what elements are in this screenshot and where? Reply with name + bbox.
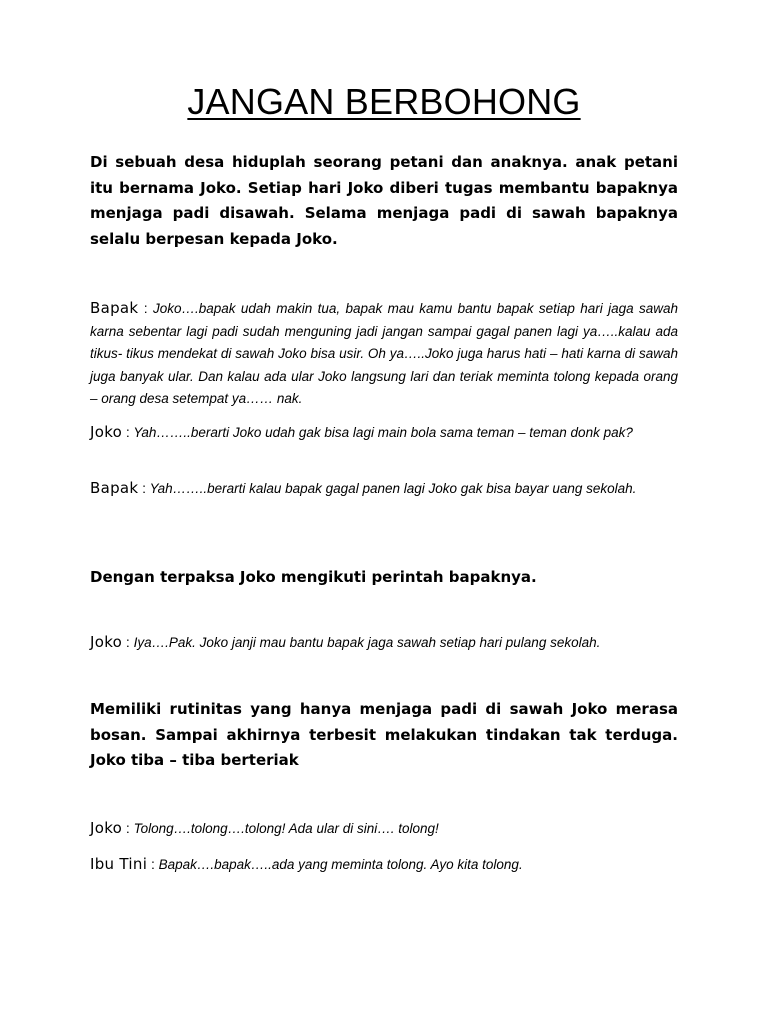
speaker-separator: :	[150, 856, 155, 872]
narrative-paragraph-forced: Dengan terpaksa Joko mengikuti perintah bapaknya.	[90, 568, 537, 586]
narrative-paragraph-bored: Memiliki rutinitas yang hanya menjaga padi di sawah Joko merasa bosan. Sampai akhirnya terbesit melakukan tindakan tak terduga. Joko tiba – tiba berteriak	[90, 700, 678, 769]
speaker-separator: :	[125, 424, 130, 440]
dialogue-line-joko-2	[90, 631, 678, 655]
dialogue-text: Bapak….bapak…..ada yang meminta tolong. Ayo kita tolong.	[158, 857, 523, 872]
dialogue-text: Yah……..berarti kalau bapak gagal panen lagi Joko gak bisa bayar uang sekolah.	[149, 481, 637, 496]
dialogue-line-ibu-tini	[90, 853, 678, 877]
dialogue-line-bapak-1	[90, 297, 678, 411]
speaker-name: Ibu Tini	[90, 855, 148, 873]
dialogue-text: Yah……..berarti Joko udah gak bisa lagi main bola sama teman – teman donk pak?	[133, 425, 633, 440]
dialogue-line-joko-1	[90, 421, 678, 445]
dialogue-line-joko-3	[90, 817, 678, 841]
speaker-separator: :	[143, 300, 148, 316]
narrative-paragraph-intro: Di sebuah desa hiduplah seorang petani dan anaknya. anak petani itu bernama Joko. Setiap hari Joko diberi tugas membantu bapaknya menjaga padi disawah. Selama menjaga padi di sawah bapaknya selalu berpesan kepada Joko.	[90, 153, 678, 248]
speaker-name: Joko	[90, 819, 123, 837]
story-title-text: JANGAN BERBOHONG	[187, 81, 581, 122]
speaker-separator: :	[125, 634, 130, 650]
story-title	[0, 80, 768, 124]
dialogue-text: Iya….Pak. Joko janji mau bantu bapak jaga sawah setiap hari pulang sekolah.	[133, 635, 601, 650]
speaker-separator: :	[142, 480, 147, 496]
dialogue-text: Tolong….tolong….tolong! Ada ular di sini…. tolong!	[133, 821, 439, 836]
speaker-name: Bapak	[90, 299, 139, 317]
speaker-name: Joko	[90, 633, 123, 651]
speaker-name: Joko	[90, 423, 123, 441]
dialogue-text: Joko….bapak udah makin tua, bapak mau kamu bantu bapak setiap hari jaga sawah karna sebentar lagi padi sudah menguning jadi jangan sampai gagal panen lagi ya…..kalau ada tikus- tikus mendekat di sawah Joko bisa usir. Oh ya…..Joko juga harus hati – hati karna di sawah juga banyak ular. Dan kalau ada ular Joko langsung lari dan teriak meminta tolong kepada orang – orang desa setempat ya…… nak.	[90, 301, 678, 406]
dialogue-line-bapak-2	[90, 477, 678, 501]
speaker-separator: :	[125, 820, 130, 836]
speaker-name: Bapak	[90, 479, 139, 497]
